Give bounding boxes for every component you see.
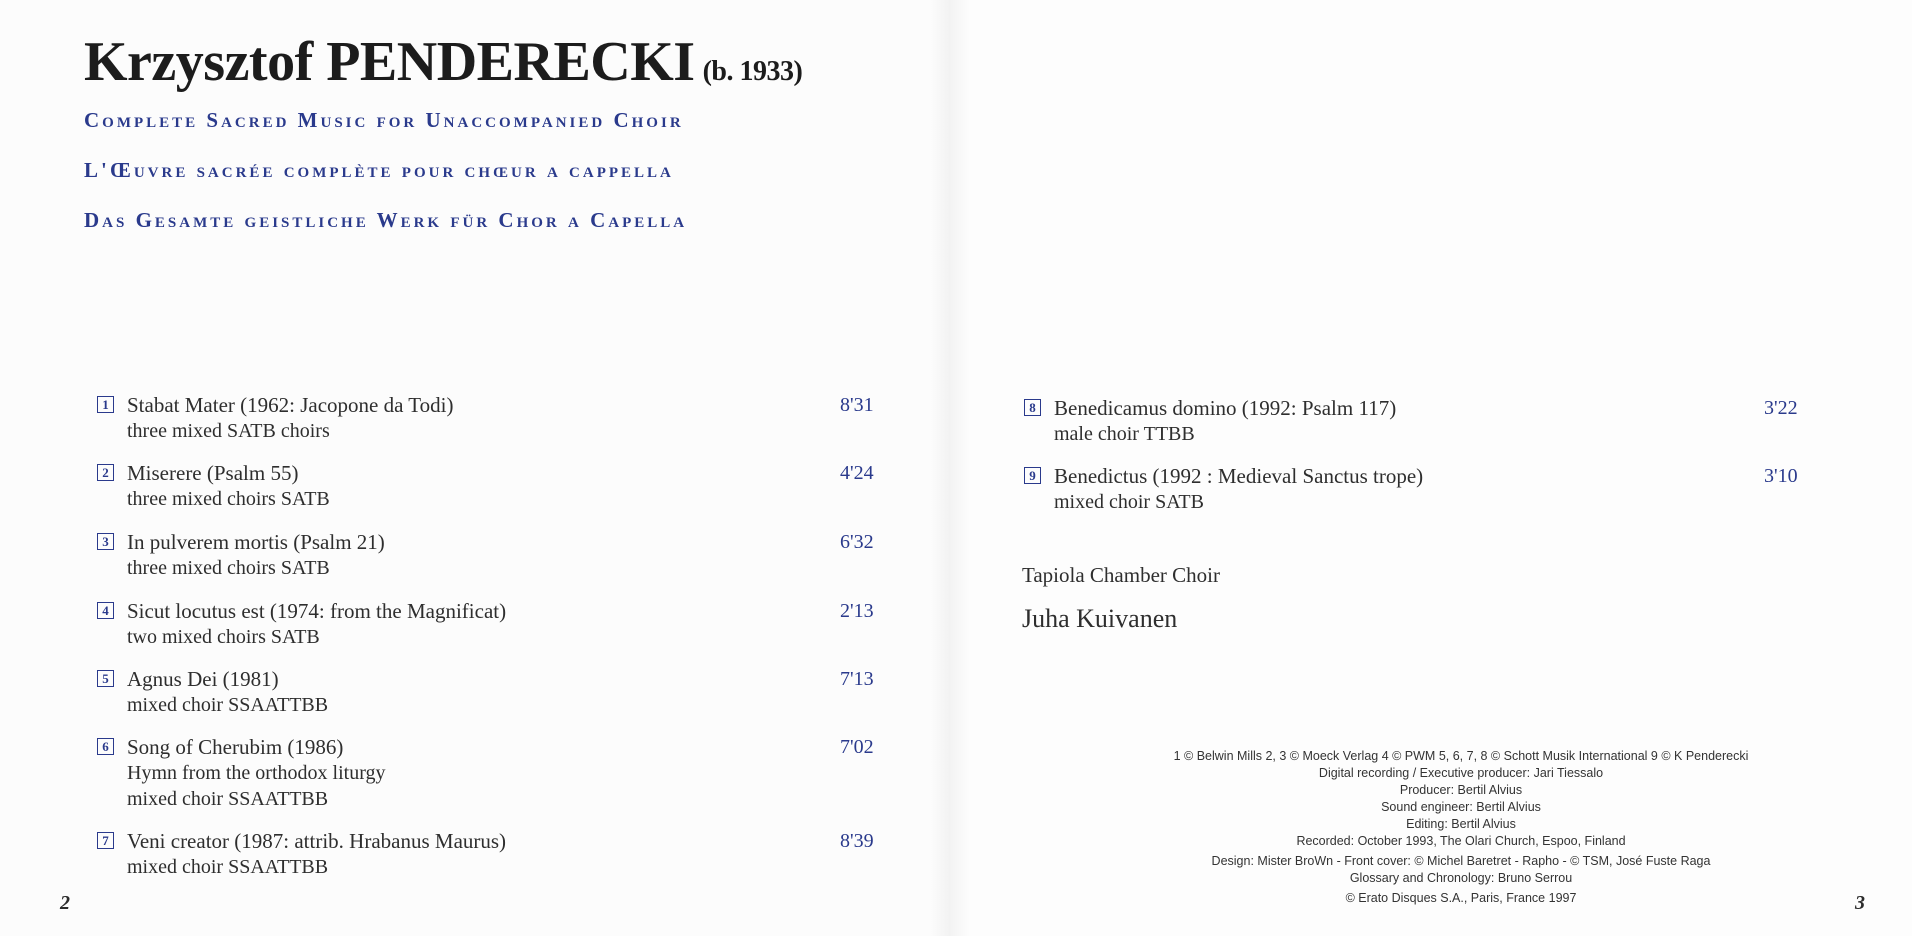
track-description: Hymn from the orthodox liturgy — [127, 762, 386, 784]
track-duration: 3'22 — [1764, 397, 1798, 419]
track-number: 6 — [97, 738, 114, 755]
track-number: 7 — [97, 832, 114, 849]
subtitle-german: Das Gesamte geistliche Werk für Chor a Capella — [84, 208, 688, 232]
conductor-name: Juha Kuivanen — [1022, 604, 1178, 633]
page-gutter — [930, 0, 970, 936]
track-description: three mixed choirs SATB — [127, 488, 330, 510]
credit-line: Sound engineer: Bertil Alvius — [1381, 800, 1541, 814]
track-number: 9 — [1024, 467, 1041, 484]
composer-dates: (b. 1933) — [702, 56, 803, 87]
composer-title — [84, 30, 802, 94]
track-number: 2 — [97, 464, 114, 481]
credit-line: Digital recording / Executive producer: Jari Tiessalo — [1318, 766, 1604, 780]
track-duration: 6'32 — [840, 531, 874, 553]
composer-name: Krzysztof PENDERECKI — [84, 31, 695, 93]
track-description: mixed choir SSAATTBB — [127, 856, 329, 878]
track-description: mixed choir SSAATTBB — [127, 788, 329, 810]
track-title: Stabat Mater (1962: Jacopone da Todi) — [127, 393, 454, 417]
track-description: two mixed choirs SATB — [127, 626, 320, 648]
track-number: 8 — [1024, 399, 1041, 416]
credit-line: Design: Mister BroWn - Front cover: © Michel Baretret - Rapho - © TSM, José Fuste Raga — [1211, 854, 1711, 868]
track-description: male choir TTBB — [1054, 423, 1195, 445]
page-number-left: 2 — [60, 892, 70, 914]
track-duration: 2'13 — [840, 600, 874, 622]
track-number: 3 — [97, 533, 114, 550]
subtitle-french: L'Œuvre sacrée complète pour chœur a cappella — [84, 158, 674, 182]
track-title: Veni creator (1987: attrib. Hrabanus Maurus) — [127, 829, 507, 853]
track-description: three mixed choirs SATB — [127, 557, 330, 579]
track-title: Benedicamus domino (1992: Psalm 117) — [1054, 396, 1397, 420]
track-title: Agnus Dei (1981) — [127, 667, 279, 691]
track-title: Miserere (Psalm 55) — [127, 461, 299, 485]
track-duration: 7'13 — [840, 668, 874, 690]
track-description: mixed choir SATB — [1054, 491, 1204, 513]
credit-line: © Erato Disques S.A., Paris, France 1997 — [1345, 891, 1577, 905]
track-number: 5 — [97, 670, 114, 687]
track-description: mixed choir SSAATTBB — [127, 694, 329, 716]
credit-line: Recorded: October 1993, The Olari Church, Espoo, Finland — [1296, 834, 1626, 848]
track-duration: 3'10 — [1764, 465, 1798, 487]
track-duration: 8'31 — [840, 394, 874, 416]
track-title: Song of Cherubim (1986) — [127, 735, 344, 759]
credits-block — [1045, 748, 1877, 907]
credit-line: Editing: Bertil Alvius — [1406, 817, 1516, 831]
credit-line: Producer: Bertil Alvius — [1399, 783, 1523, 797]
subtitle-english: Complete Sacred Music for Unaccompanied Choir — [84, 108, 684, 132]
page-number-right: 3 — [1855, 892, 1865, 914]
track-title: Benedictus (1992 : Medieval Sanctus trope) — [1054, 464, 1424, 488]
track-duration: 8'39 — [840, 830, 874, 852]
track-title: In pulverem mortis (Psalm 21) — [127, 530, 385, 554]
track-description: three mixed SATB choirs — [127, 420, 330, 442]
track-duration: 7'02 — [840, 736, 874, 758]
track-number: 4 — [97, 602, 114, 619]
track-duration: 4'24 — [840, 462, 874, 484]
credit-line: 1 © Belwin Mills 2, 3 © Moeck Verlag 4 © PWM 5, 6, 7, 8 © Schott Musik International 9 © K Penderecki — [1173, 749, 1749, 763]
choir-name: Tapiola Chamber Choir — [1022, 563, 1220, 587]
track-title: Sicut locutus est (1974: from the Magnificat) — [127, 599, 507, 623]
credit-line: Glossary and Chronology: Bruno Serrou — [1349, 871, 1573, 885]
track-number: 1 — [97, 396, 114, 413]
